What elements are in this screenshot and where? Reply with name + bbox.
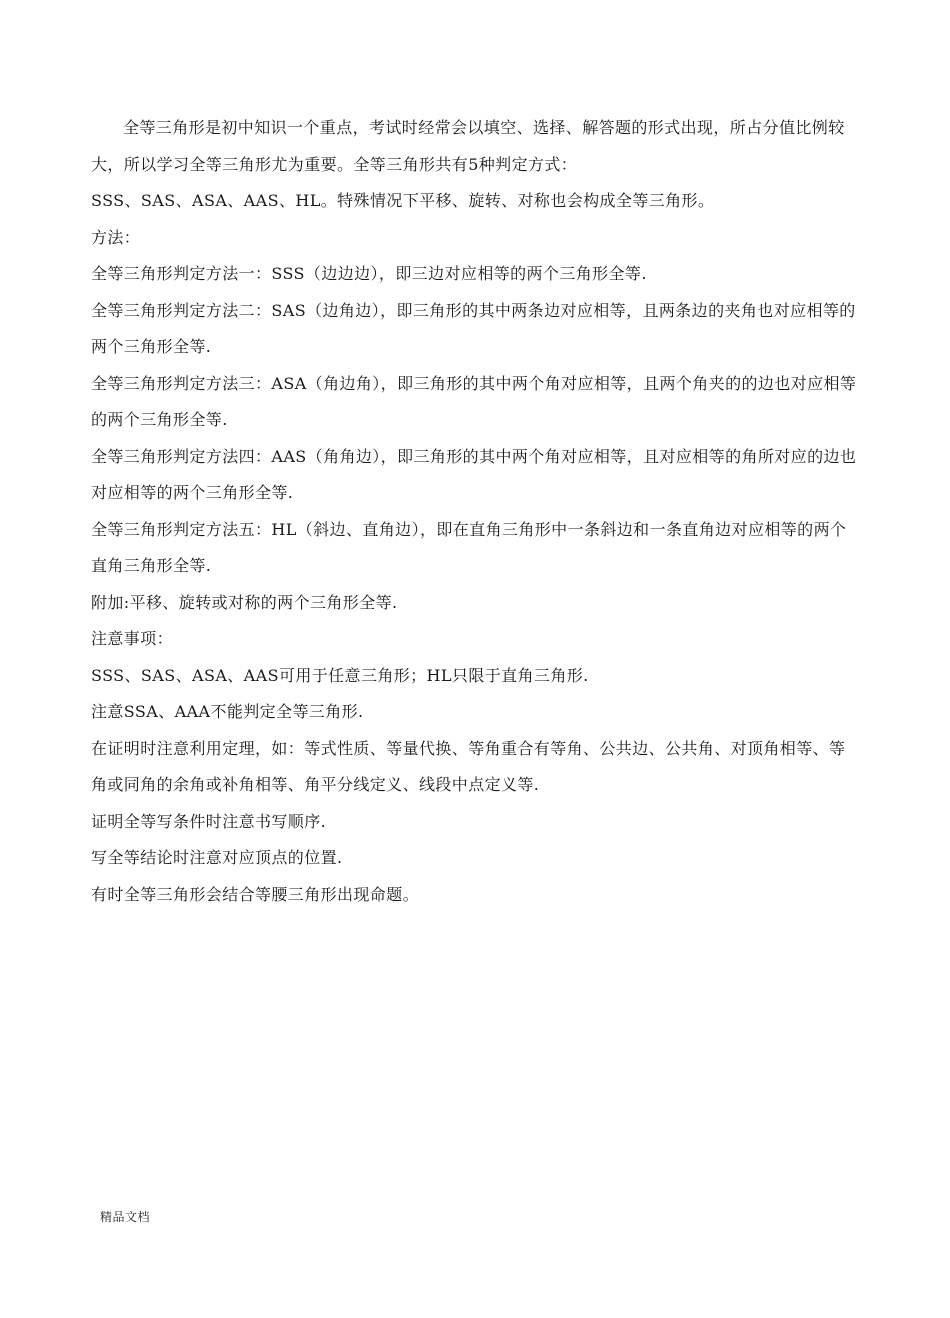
note-ssa-aaa: 注意SSA、AAA不能判定全等三角形. [91, 702, 364, 721]
document-body [91, 110, 861, 913]
method-sas-paragraph: 全等三角形判定方法二：SAS（边角边），即三角形的其中两条边对应相等，且两条边的夹角也对应相等的两个三角形全等. [91, 300, 856, 356]
footer-watermark: 精品文档 [100, 1210, 151, 1224]
criteria-list-paragraph: SSS、SAS、ASA、AAS、HL。特殊情况下平移、旋转、对称也会构成全等三角形。 [91, 191, 715, 210]
note-vertex-order: 写全等结论时注意对应顶点的位置. [91, 848, 343, 867]
method-hl-paragraph: 全等三角形判定方法五：HL（斜边、直角边），即在直角三角形中一条斜边和一条直角边对应相等的两个直角三角形全等. [91, 519, 847, 575]
note-condition-order: 证明全等写条件时注意书写顺序. [91, 811, 327, 831]
note-theorems: 在证明时注意利用定理，如：等式性质、等量代换、等角重合有等角、公共边、公共角、对顶角相等、等角或同角的余角或补角相等、角平分线定义、线段中点定义等. [91, 738, 846, 794]
notes-heading: 注意事项： [91, 629, 174, 648]
methods-heading: 方法： [91, 227, 141, 247]
addendum-paragraph: 附加:平移、旋转或对称的两个三角形全等. [91, 592, 398, 612]
note-applicability: SSS、SAS、ASA、AAS可用于任意三角形；HL只限于直角三角形. [91, 665, 589, 685]
method-asa-paragraph: 全等三角形判定方法三：ASA（角边角），即三角形的其中两个角对应相等，且两个角夹的的边也对应相等的两个三角形全等. [91, 373, 857, 429]
note-isosceles: 有时全等三角形会结合等腰三角形出现命题。 [91, 884, 420, 904]
method-aas-paragraph: 全等三角形判定方法四：AAS（角角边），即三角形的其中两个角对应相等，且对应相等的角所对应的边也对应相等的两个三角形全等. [91, 446, 857, 502]
intro-paragraph: 全等三角形是初中知识一个重点，考试时经常会以填空、选择、解答题的形式出现，所占分值比例较大，所以学习全等三角形尤为重要。全等三角形共有5种判定方式： [91, 118, 845, 174]
method-sss-paragraph: 全等三角形判定方法一：SSS（边边边），即三边对应相等的两个三角形全等. [91, 264, 647, 283]
